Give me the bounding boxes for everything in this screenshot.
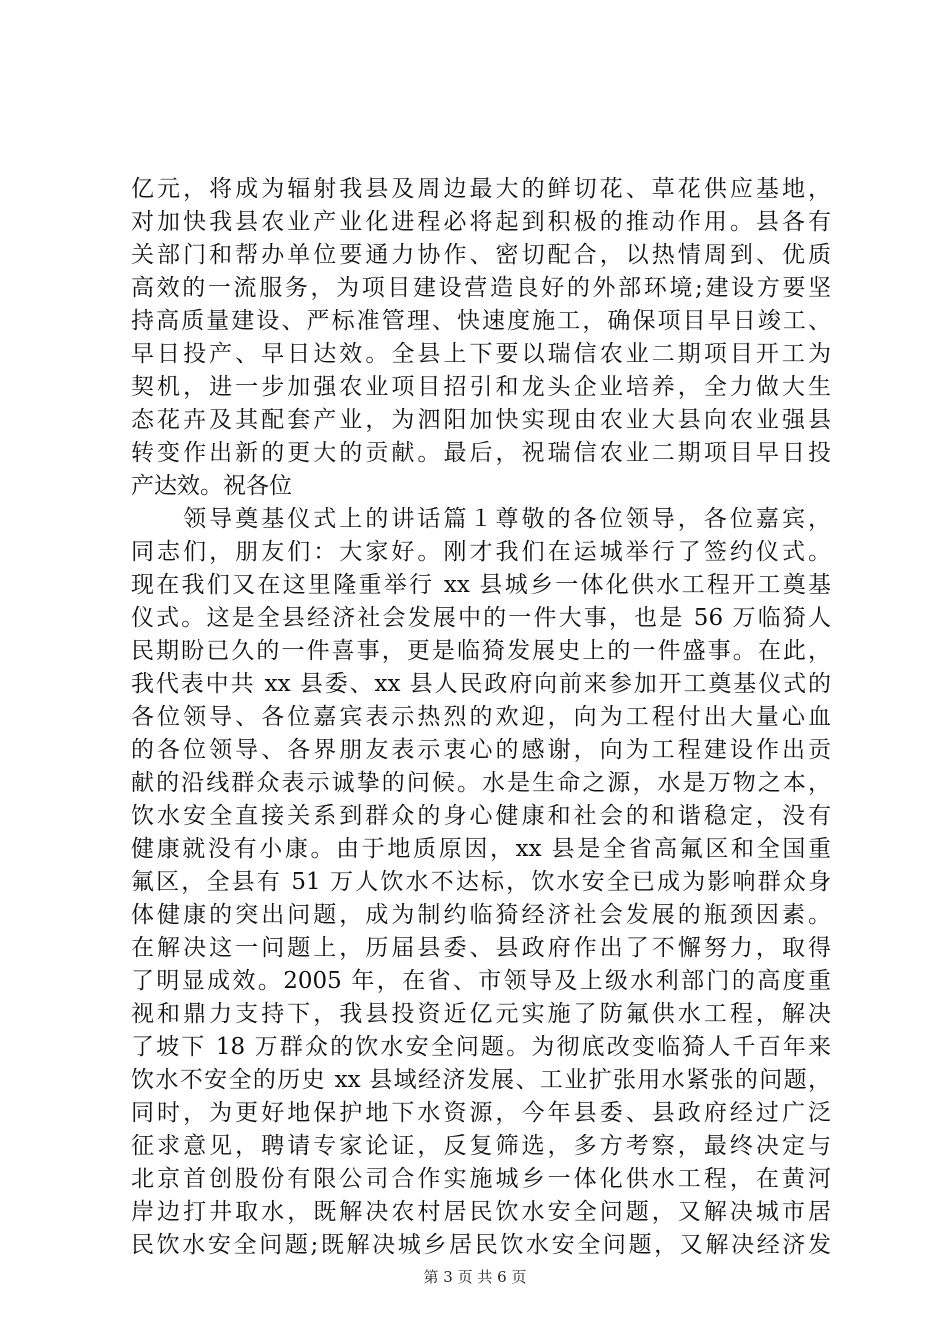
text-line: 健康就没有小康。由于地质原因，xx 县是全省高氟区和全国重 bbox=[131, 836, 831, 862]
text-line: 岸边打井取水，既解决农村居民饮水安全问题，又解决城市居 bbox=[131, 1199, 831, 1225]
text-line: 高效的一流服务，为项目建设营造良好的外部环境;建设方要坚 bbox=[131, 275, 831, 301]
text-line: 献的沿线群众表示诚挚的问候。水是生命之源，水是万物之本， bbox=[131, 770, 831, 796]
text-line: 民饮水安全问题;既解决城乡居民饮水安全问题，又解决经济发 bbox=[131, 1232, 831, 1258]
text-line: 在解决这一问题上，历届县委、县政府作出了不懈努力，取得 bbox=[131, 935, 831, 961]
text-line: 产达效。祝各位 bbox=[131, 473, 292, 499]
document-body bbox=[131, 173, 831, 1262]
text-line: 北京首创股份有限公司合作实施城乡一体化供水工程，在黄河 bbox=[131, 1166, 831, 1192]
text-line: 持高质量建设、严标准管理、快速度施工，确保项目早日竣工、 bbox=[131, 308, 831, 334]
page-number: 第 3 页 共 6 页 bbox=[423, 1268, 527, 1286]
text-line: 饮水安全直接关系到群众的身心健康和社会的和谐稳定，没有 bbox=[131, 803, 831, 829]
text-line: 领导奠基仪式上的讲话篇１尊敬的各位领导，各位嘉宾， bbox=[131, 506, 831, 532]
paragraph-1 bbox=[131, 173, 831, 503]
text-line: 关部门和帮办单位要通力协作、密切配合，以热情周到、优质 bbox=[131, 242, 831, 268]
text-line: 亿元，将成为辐射我县及周边最大的鲜切花、草花供应基地， bbox=[131, 176, 831, 202]
text-line: 我代表中共 xx 县委、xx 县人民政府向前来参加开工奠基仪式的 bbox=[131, 671, 831, 697]
text-line: 各位领导、各位嘉宾表示热烈的欢迎，向为工程付出大量心血 bbox=[131, 704, 831, 730]
text-line: 早日投产、早日达效。全县上下要以瑞信农业二期项目开工为 bbox=[131, 341, 831, 367]
text-line: 饮水不安全的历史 xx 县域经济发展、工业扩张用水紧张的问题， bbox=[131, 1067, 831, 1093]
text-line: 视和鼎力支持下，我县投资近亿元实施了防氟供水工程，解决 bbox=[131, 1001, 831, 1027]
text-line: 体健康的突出问题，成为制约临猗经济社会发展的瓶颈因素。 bbox=[131, 902, 831, 928]
text-line: 了明显成效。2005 年，在省、市领导及上级水利部门的高度重 bbox=[131, 968, 831, 994]
text-line: 征求意见，聘请专家论证，反复筛选，多方考察，最终决定与 bbox=[131, 1133, 831, 1159]
text-line: 契机，进一步加强农业项目招引和龙头企业培养，全力做大生 bbox=[131, 374, 831, 400]
text-line: 仪式。这是全县经济社会发展中的一件大事，也是 56 万临猗人 bbox=[131, 605, 831, 631]
paragraph-2 bbox=[131, 503, 831, 1262]
text-line: 同志们，朋友们：大家好。刚才我们在运城举行了签约仪式。 bbox=[131, 539, 831, 565]
text-line: 的各位领导、各界朋友表示衷心的感谢，向为工程建设作出贡 bbox=[131, 737, 831, 763]
text-line: 同时，为更好地保护地下水资源，今年县委、县政府经过广泛 bbox=[131, 1100, 831, 1126]
text-line: 态花卉及其配套产业，为泗阳加快实现由农业大县向农业强县 bbox=[131, 407, 831, 433]
page-footer bbox=[0, 1267, 950, 1287]
text-line: 现在我们又在这里隆重举行 xx 县城乡一体化供水工程开工奠基 bbox=[131, 572, 831, 598]
text-line: 对加快我县农业产业化进程必将起到积极的推动作用。县各有 bbox=[131, 209, 831, 235]
text-line: 氟区，全县有 51 万人饮水不达标，饮水安全已成为影响群众身 bbox=[131, 869, 831, 895]
text-line: 转变作出新的更大的贡献。最后，祝瑞信农业二期项目早日投 bbox=[131, 440, 831, 466]
text-line: 民期盼已久的一件喜事，更是临猗发展史上的一件盛事。在此， bbox=[131, 638, 831, 664]
text-line: 了坡下 18 万群众的饮水安全问题。为彻底改变临猗人千百年来 bbox=[131, 1034, 831, 1060]
